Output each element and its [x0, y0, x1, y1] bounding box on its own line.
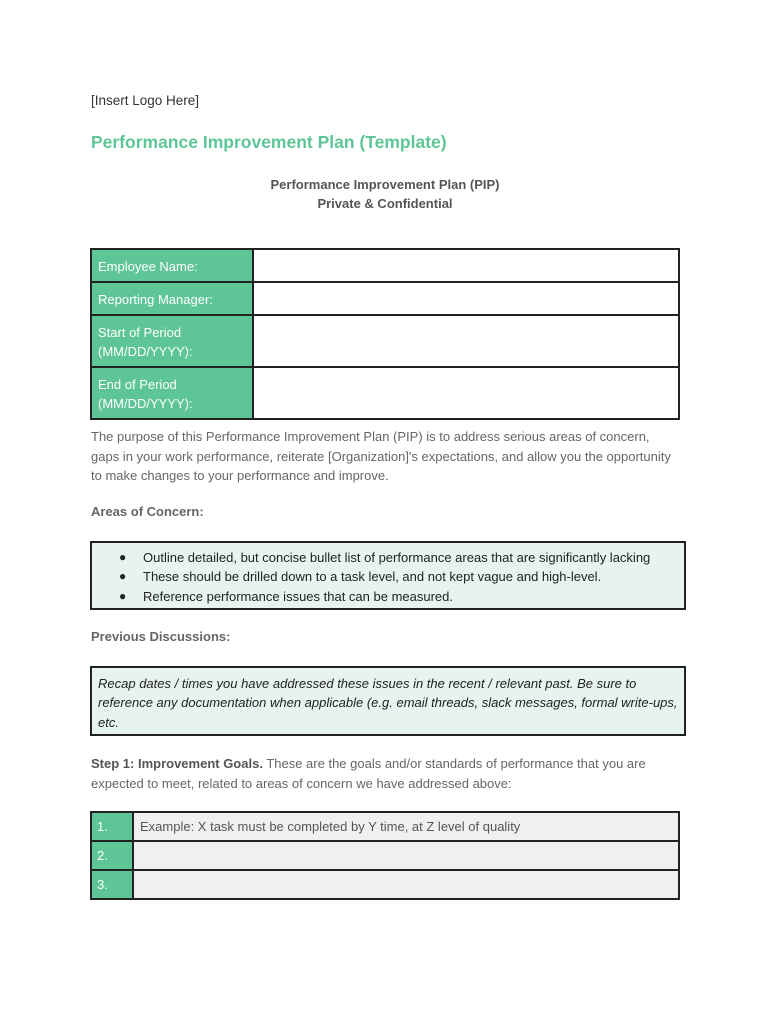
document-title: Performance Improvement Plan (Template): [91, 132, 447, 152]
start-of-period-label-line1: Start of Period: [98, 325, 182, 340]
goal-number: 3.: [91, 870, 133, 899]
subtitle-pip: Performance Improvement Plan (PIP): [270, 177, 500, 192]
areas-of-concern-list: [92, 543, 684, 606]
bullet-icon: ●: [119, 569, 127, 584]
improvement-goals-table: [90, 811, 680, 900]
bullet-icon: ●: [119, 588, 127, 603]
step1-paragraph: [91, 754, 676, 793]
list-item-text: These should be drilled down to a task level, and not kept vague and high-level.: [143, 569, 602, 585]
bullet-icon: ●: [119, 550, 127, 564]
start-of-period-field[interactable]: [253, 315, 679, 367]
areas-of-concern-box: [90, 541, 686, 610]
list-item-text: Reference performance issues that can be measured.: [143, 588, 454, 604]
table-row: [91, 812, 679, 841]
step1-text: These are the goals and/or standards of performance that you are expected to meet, related to areas of concern we have addressed above:: [91, 756, 646, 791]
goal-field[interactable]: [133, 870, 679, 899]
previous-discussions-heading: Previous Discussions:: [91, 629, 231, 644]
areas-of-concern-heading: Areas of Concern:: [91, 504, 204, 519]
list-item: [92, 548, 684, 567]
step1-label: Step 1: Improvement Goals.: [91, 756, 263, 771]
end-of-period-field[interactable]: [253, 367, 679, 419]
goal-field[interactable]: [133, 841, 679, 870]
goal-field[interactable]: Example: X task must be completed by Y time, at Z level of quality: [133, 812, 679, 841]
employee-name-field[interactable]: [253, 249, 679, 282]
purpose-paragraph: The purpose of this Performance Improvement Plan (PIP) is to address serious areas of concern, gaps in your work performance, reiterate [Organization]'s expectations, and allow you the opportunity to make changes to your performance and improve.: [91, 429, 671, 483]
reporting-manager-field[interactable]: [253, 282, 679, 315]
end-of-period-label-line2: (MM/DD/YYYY):: [98, 396, 193, 411]
list-item: [92, 567, 684, 586]
goal-number: 1.: [91, 812, 133, 841]
table-row: [91, 841, 679, 870]
end-of-period-label-line1: End of Period: [98, 377, 177, 392]
table-row: [91, 870, 679, 899]
previous-discussions-text: Recap dates / times you have addressed these issues in the recent / relevant past. Be sure to reference any documentation when applicable (e.g. email threads, slack messages, formal write-ups, etc.: [98, 676, 678, 730]
employee-name-label: Employee Name:: [91, 249, 253, 282]
previous-discussions-box: [90, 666, 686, 736]
start-of-period-label-line2: (MM/DD/YYYY):: [98, 344, 193, 359]
employee-info-table: [90, 248, 680, 420]
logo-placeholder: [Insert Logo Here]: [91, 93, 200, 108]
list-item-text: Outline detailed, but concise bullet list of performance areas that are significantly lacking: [143, 550, 651, 565]
list-item: [92, 587, 684, 606]
table-row: [91, 282, 679, 315]
table-row: [91, 367, 679, 419]
start-of-period-label: [91, 315, 253, 367]
reporting-manager-label: Reporting Manager:: [91, 282, 253, 315]
goal-number: 2.: [91, 841, 133, 870]
end-of-period-label: [91, 367, 253, 419]
table-row: [91, 249, 679, 282]
subtitle-confidential: Private & Confidential: [317, 196, 453, 211]
table-row: [91, 315, 679, 367]
